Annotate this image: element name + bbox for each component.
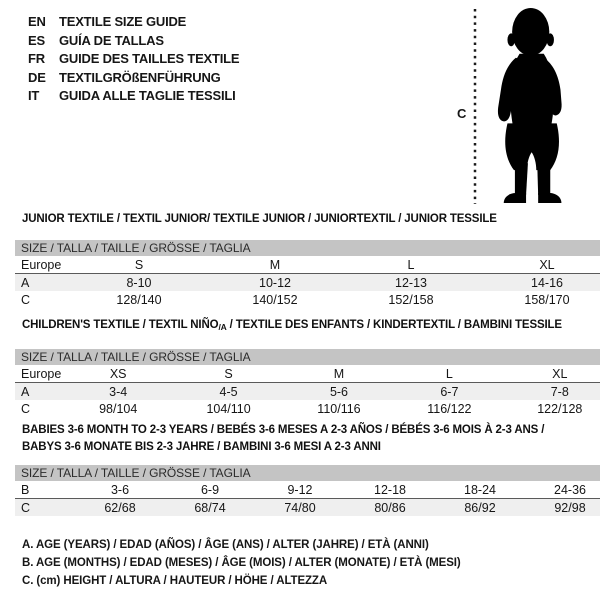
children-table-title	[22, 319, 562, 331]
cell: 14-16	[479, 274, 600, 292]
cell: 9-12	[255, 481, 345, 499]
cell: 24-36	[525, 481, 600, 499]
lang-title: GUÍA DE TALLAS	[59, 32, 164, 48]
size-header-bar: SIZE / TALLA / TAILLE / GRÖSSE / TAGLIA	[15, 349, 600, 365]
lang-code: ES	[28, 32, 45, 48]
row-label: C	[21, 292, 31, 307]
junior-size-table	[15, 240, 600, 308]
table-row-height	[15, 291, 600, 308]
cell: 140/152	[252, 292, 298, 307]
lang-title: GUIDA ALLE TAGLIE TESSILI	[59, 88, 236, 104]
babies-size-table	[15, 465, 600, 516]
cell: 6-7	[394, 383, 504, 401]
cell: 152/158	[388, 292, 434, 307]
table-row-height	[15, 499, 600, 517]
cell: 5-6	[284, 383, 394, 401]
cell: M	[284, 365, 394, 383]
language-title-list	[28, 13, 239, 106]
size-header-bar: SIZE / TALLA / TAILLE / GRÖSSE / TAGLIA	[15, 240, 600, 256]
table-row-height	[15, 400, 600, 417]
lang-row-en	[28, 13, 239, 32]
table-row-age	[15, 383, 600, 401]
lang-code: IT	[28, 88, 40, 104]
cell: 10-12	[207, 274, 343, 292]
table-row-sizes	[15, 256, 600, 274]
lang-code: DE	[28, 69, 46, 85]
table-row-sizes	[15, 365, 600, 383]
lang-row-de	[28, 69, 239, 88]
cell: 3-4	[63, 383, 173, 401]
table-row-age-months	[15, 481, 600, 499]
cell: 128/140	[116, 292, 162, 307]
lang-code: EN	[28, 14, 46, 29]
lang-row-fr	[28, 50, 239, 69]
cell: 8-10	[71, 274, 207, 292]
title-part: / TEXTILE DES ENFANTS / KINDERTEXTIL / BAMBINI TESSILE	[226, 319, 562, 331]
height-measure-label: C	[457, 106, 467, 121]
cell: 122/128	[537, 401, 583, 416]
cell: 74/80	[255, 499, 345, 517]
cell: 158/170	[524, 292, 570, 307]
cell: 80/86	[345, 499, 435, 517]
junior-table-title: JUNIOR TEXTILE / TEXTIL JUNIOR/ TEXTILE JUNIOR / JUNIORTEXTIL / JUNIOR TESSILE	[22, 213, 497, 225]
cell: 18-24	[435, 481, 525, 499]
footnote-a: A. AGE (YEARS) / EDAD (AÑOS) / ÂGE (ANS) / ALTER (JAHRE) / ETÀ (ANNI)	[22, 539, 429, 551]
cell: 86/92	[435, 499, 525, 517]
table-row-age	[15, 274, 600, 292]
lang-row-it	[28, 87, 239, 106]
baby-silhouette-figure	[455, 3, 595, 208]
row-label: C	[21, 401, 31, 416]
row-label: Europe	[15, 256, 71, 274]
cell: S	[173, 365, 283, 383]
cell: 116/122	[427, 401, 472, 416]
cell: L	[343, 256, 479, 274]
lang-title: GUIDE DES TAILLES TEXTILE	[59, 51, 240, 67]
cell: S	[71, 256, 207, 274]
lang-title: TEXTILGRÖßENFÜHRUNG	[59, 69, 221, 85]
row-label: A	[15, 383, 63, 401]
title-line-2: BABYS 3-6 MONATE BIS 2-3 JAHRE / BAMBINI 3-6 MESI A 2-3 ANNI	[22, 441, 381, 453]
cell: 7-8	[505, 383, 600, 401]
lang-title: TEXTILE SIZE GUIDE	[59, 14, 187, 29]
cell: 12-18	[345, 481, 435, 499]
cell: 3-6	[75, 481, 165, 499]
cell: M	[207, 256, 343, 274]
legend-footnotes	[22, 536, 461, 590]
cell: L	[394, 365, 504, 383]
cell: XL	[479, 256, 600, 274]
row-label: C	[15, 499, 75, 517]
row-label: B	[15, 481, 75, 499]
cell: 92/98	[525, 499, 600, 517]
children-size-table	[15, 349, 600, 417]
lang-code: FR	[28, 51, 45, 67]
cell: 62/68	[75, 499, 165, 517]
cell: 12-13	[343, 274, 479, 292]
footnote-b: B. AGE (MONTHS) / EDAD (MESES) / ÂGE (MOIS) / ALTER (MONATE) / ETÀ (MESI)	[22, 557, 461, 569]
title-line-1: BABIES 3-6 MONTH TO 2-3 YEARS / BEBÉS 3-6 MESES A 2-3 AÑOS / BÉBÉS 3-6 MOIS À 2-3 ANS /	[22, 424, 545, 436]
baby-silhouette	[498, 8, 562, 203]
footnote-c: C. (cm) HEIGHT / ALTURA / HAUTEUR / HÖHE / ALTEZZA	[22, 575, 328, 587]
title-subscript: /A	[218, 322, 227, 332]
row-label: Europe	[15, 365, 63, 383]
cell: 4-5	[173, 383, 283, 401]
cell: 104/110	[206, 401, 251, 416]
lang-row-es	[28, 32, 239, 51]
cell: XS	[63, 365, 173, 383]
cell: 68/74	[165, 499, 255, 517]
row-label: A	[15, 274, 71, 292]
cell: 6-9	[165, 481, 255, 499]
cell: XL	[505, 365, 600, 383]
size-header-bar: SIZE / TALLA / TAILLE / GRÖSSE / TAGLIA	[15, 465, 600, 481]
cell: 98/104	[99, 401, 138, 416]
cell: 110/116	[317, 401, 361, 416]
babies-table-title	[22, 422, 544, 456]
title-part: CHILDREN'S TEXTILE / TEXTIL NIÑO	[22, 319, 219, 331]
